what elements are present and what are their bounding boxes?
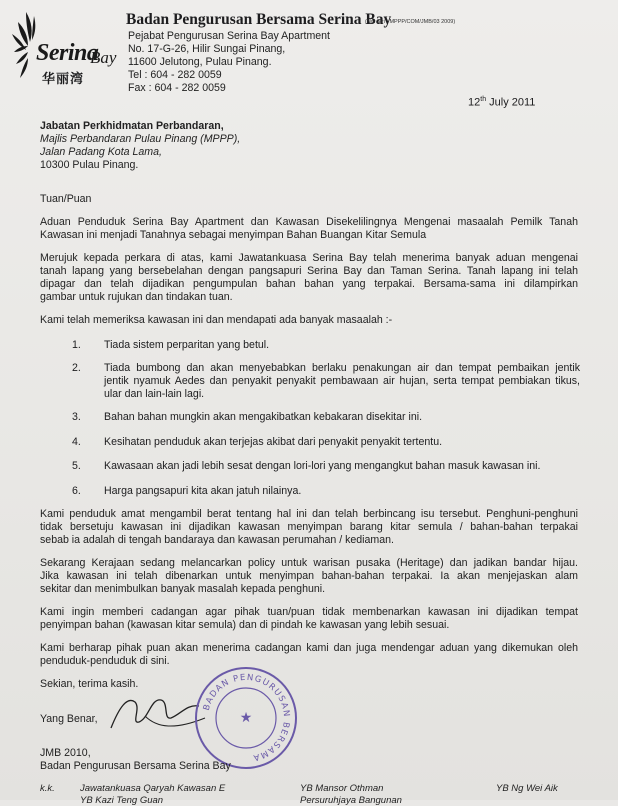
paragraph-line: Kami ingin memberi cadangan agar pihak tuan/puan tidak membenarkan kawasan ini dijadikan tempat [40,606,578,618]
paragraph-line: dipagar dan telah dijadikan pengumpulan bahan bahan yang terpakai. Bersama-sama ini dilampirkan [40,278,578,290]
list-item: Harga pangsapuri kita akan jatuh nilainya. [104,485,302,497]
sender-line: JMB 2010, [40,747,91,759]
letter-date: 12th July 2011 [468,96,536,109]
list-item: Tiada bumbong dan akan menyebabkan berlaku penakungan air dan tempat pembaikan jentik [104,362,580,374]
item-number: 1. [72,339,81,351]
list-item: jentik nyamuk Aedes dan penyakit penyakit pembawaan air hujan, serta tempat pembiakan tikus, [104,375,580,387]
address-line: No. 17-G-26, Hilir Sungai Pinang, [128,43,286,55]
paragraph-line: gambar untuk rujukan dan tindakan tuan. [40,291,233,303]
paragraph-line: penduduk-penduduk di sini. [40,655,170,667]
brand-name: Serina [36,40,99,66]
list-item: ular dan lain-lain lagi. [104,388,205,400]
item-number: 2. [72,362,81,374]
item-number: 4. [72,436,81,448]
salutation: Tuan/Puan [40,193,92,205]
paragraph-line: sekitar dan menimbulkan banyak masalah kepada penghuni. [40,583,326,595]
organisation-name: Badan Pengurusan Bersama Serina Bay [126,11,392,28]
paragraph-line: Merujuk kepada perkara di atas, kami Jawatankuasa Serina Bay telah menerima banyak aduan mengenai [40,252,578,264]
paragraph-line: penyimpan bahan (kawasan kitar semula) dan di pindah ke kawasan yang lebih sesuai. [40,619,450,631]
telephone: Tel : 604 - 282 0059 [128,69,222,81]
list-item: Tiada sistem perparitan yang betul. [104,339,270,351]
cc-recipient: YB Ng Wei Aik [496,783,558,794]
paragraph-line: sebab ia adalah di tengah bandaraya dan kawasan perumahan / kediaman. [40,534,394,546]
address-line: 11600 Jelutong, Pulau Pinang. [128,56,272,68]
recipient-line: Majlis Perbandaran Pulau Pinang (MPPP), [40,133,241,145]
paragraph-line: tidak bersetuju kawasan ini dijadikan kawasan menyimpan barang kitar semula / bahan-bahan terpakai [40,521,578,533]
item-number: 3. [72,411,81,423]
yang-benar: Yang Benar, [40,713,98,725]
cc-recipient-sub: Persuruhjaya Bangunan [300,795,402,806]
serina-bay-logo [6,8,130,88]
item-number: 5. [72,460,81,472]
cc-recipient-sub: YB Kazi Teng Guan [80,795,164,806]
cc-label: k.k. [40,783,55,794]
subject-line: Aduan Penduduk Serina Bay Apartment dan Kawasan Disekelilingnya Mengenai masaalah Pemilk Tanah [40,216,578,228]
recipient-line: Jabatan Perkhidmatan Perbandaran, [40,120,224,132]
paragraph-line: Jika kawasan ini telah dibenarkan untuk menyimpan bahan-bahan terpakai. Ia akan menjejaskan alam [40,570,578,582]
item-number: 6. [72,485,81,497]
recipient-line: Jalan Padang Kota Lama, [40,146,162,158]
fax: Fax : 604 - 282 0059 [128,82,226,94]
svg-text:BADAN PENGURUSAN BERSAMA: BADAN PENGURUSAN BERSAMA [201,672,292,763]
official-stamp-icon [192,664,300,772]
paragraph-line: Kami telah memeriksa kawasan ini dan mendapati ada banyak masaalah :- [40,314,393,326]
paragraph-line: Kami berharap pihak puan akan menerima cadangan kami dan juga mendengar aduan yang dikemukan oleh [40,642,578,654]
svg-text:★: ★ [239,710,253,726]
subject-line: Kawasan ini menjadi Tanahnya sebagai menyimpan Bahan Buangan Kitar Semula [40,229,427,241]
recipient-line: 10300 Pulau Pinang. [40,159,139,171]
sender-line: Badan Pengurusan Bersama Serina Bay [40,760,231,772]
paragraph-line: tanah lapang yang bersebelahan dengan pangsapuri Serina Bay dan Taman Serina. Tanah lapang ini telah [40,265,578,277]
paragraph-line: Sekarang Kerajaan sedang melancarkan policy untuk warisan pusaka (Heritage) dan jadikan bandar hijau. [40,557,578,569]
office-name: Pejabat Pengurusan Serina Bay Apartment [128,30,330,42]
cc-recipient: Jawatankuasa Qaryah Kawasan E [80,783,226,794]
paragraph-line: Kami penduduk amat mengambil berat tentang hal ini dan telah berbincang isu tersebut. Penghuni-penghuni [40,508,578,520]
brand-suffix: Bay [90,48,117,67]
closing: Sekian, terima kasih. [40,678,139,690]
cc-recipient: YB Mansor Othman [300,783,384,794]
brand-chinese: 华丽湾 [42,72,85,87]
registration-number: (No. Siri : MPPP/COM/JMB/03 2009) [365,19,456,25]
list-item: Kesihatan penduduk akan terjejas akibat dari penyakit penyakit tertentu. [104,436,443,448]
list-item: Kawasaan akan jadi lebih sesat dengan lori-lori yang mengangkut bahan masuk kawasan ini. [104,460,541,472]
list-item: Bahan bahan mungkin akan mengakibatkan kebakaran disekitar ini. [104,411,423,423]
